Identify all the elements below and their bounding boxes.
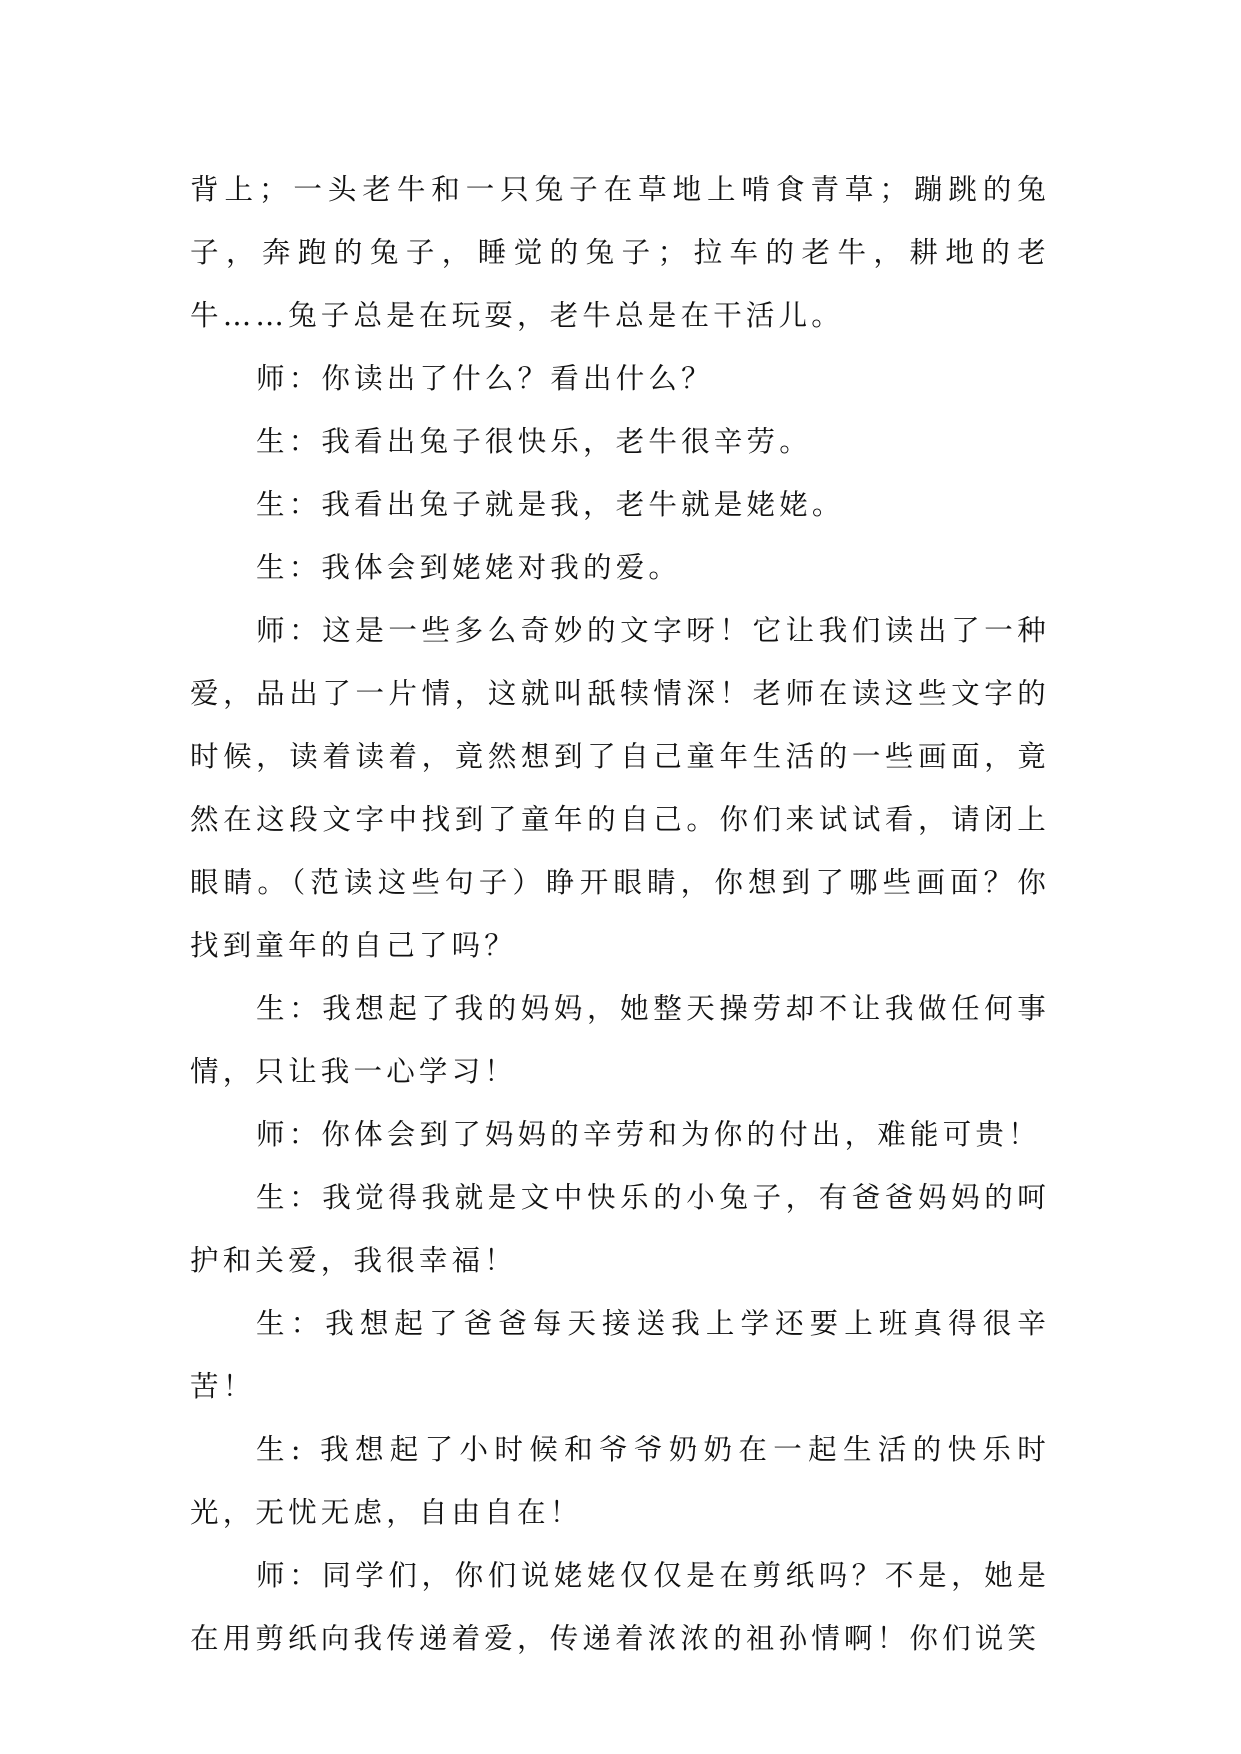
teacher-remark: 师：你体会到了妈妈的辛劳和为你的付出，难能可贵！ [256,1118,1041,1151]
teacher-question: 师：你读出了什么？看出什么？ [256,362,714,395]
document-body [190,158,1050,1670]
student-answer: 生: 我想起了小时候和爷爷奶奶在一起生活的快乐时光，无忧无虑，自由自在！ [190,1433,1050,1529]
student-answer: 生：我看出兔子就是我，老牛就是姥姥。 [256,488,845,521]
student-answer: 生：我想起了爸爸每天接送我上学还要上班真得很辛苦！ [190,1307,1050,1403]
student-answer: 生：我想起了我的妈妈，她整天操劳却不让我做任何事情，只让我一心学习！ [190,992,1050,1088]
student-answer: 生：我体会到姥姥对我的爱。 [256,551,682,584]
teacher-remark: 师：这是一些多么奇妙的文字呀！它让我们读出了一种爱，品出了一片情，这就叫舐犊情深！老师在读这些文字的时候，读着读着，竟然想到了自己童年生活的一些画面，竟然在这段文字中找到了童年的自己。你们来试试看，请闭上眼睛。（范读这些句子）睁开眼睛，你想到了哪些画面？你找到童年的自己了吗？ [190,614,1050,962]
teacher-remark: 师：同学们，你们说姥姥仅仅是在剪纸吗？不是，她是在用剪纸向我传递着爱，传递着浓浓的祖孙情啊！你们说笑 [190,1559,1050,1655]
student-answer: 生：我觉得我就是文中快乐的小兔子，有爸爸妈妈的呵护和关爱，我很幸福！ [190,1181,1050,1277]
student-answer: 生：我看出兔子很快乐，老牛很辛劳。 [256,425,812,458]
paragraph-continuation: 背上；一头老牛和一只兔子在草地上啃食青草；蹦跳的兔子，奔跑的兔子，睡觉的兔子；拉车的老牛，耕地的老牛……兔子总是在玩耍，老牛总是在干活儿。 [190,173,1050,332]
